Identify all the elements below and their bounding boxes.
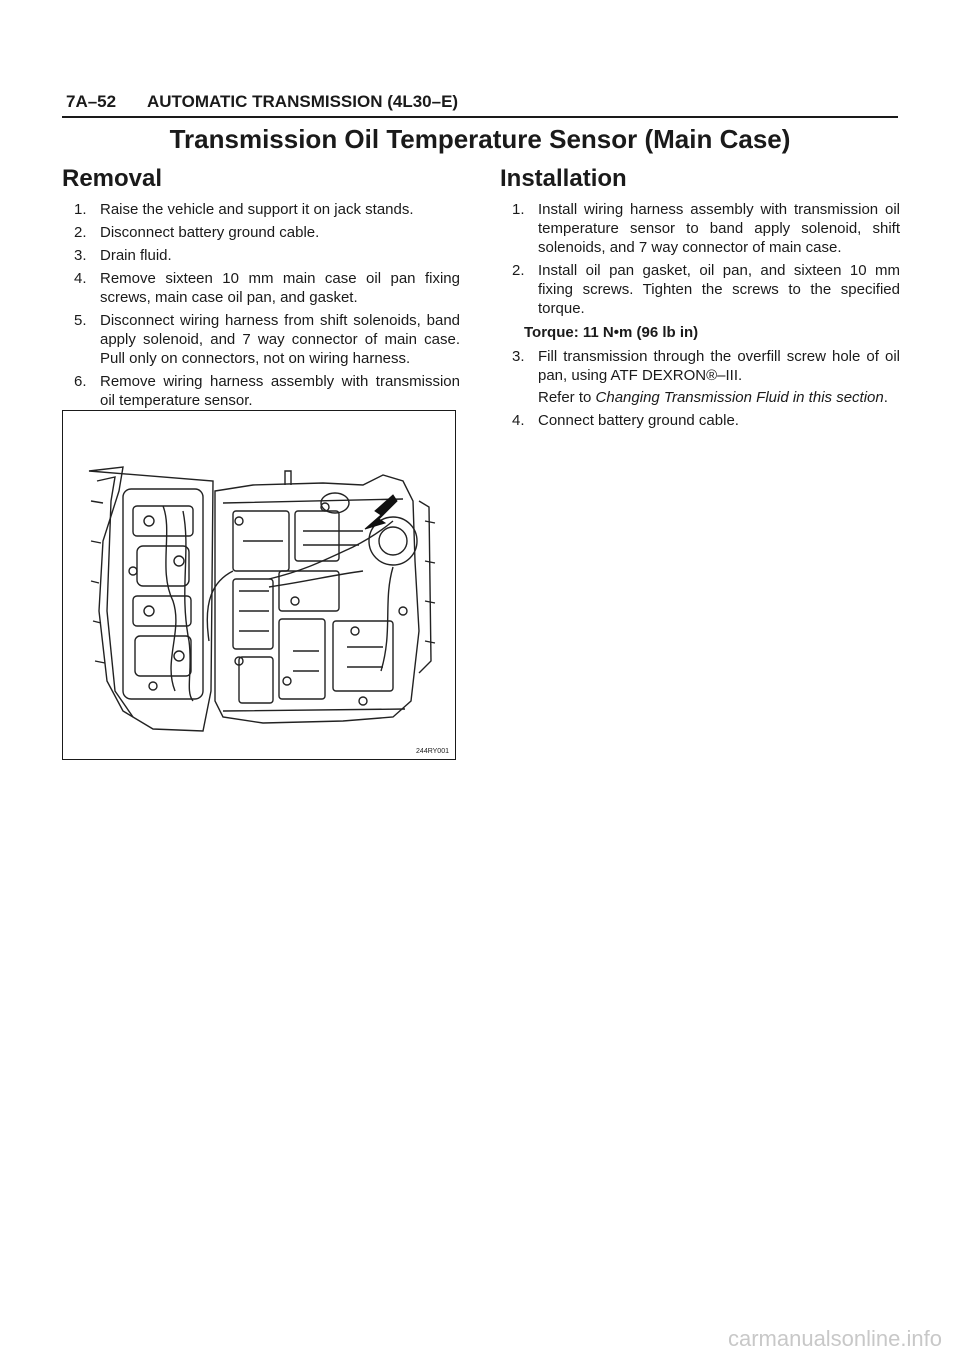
refer-suffix: .: [883, 389, 888, 406]
step-number: 4.: [74, 270, 87, 287]
removal-steps: [62, 200, 460, 410]
removal-step-1: [74, 200, 460, 219]
removal-column: [62, 165, 460, 414]
step-text: Connect battery ground cable.: [538, 412, 739, 429]
step-number: 4.: [512, 412, 525, 429]
page-number: 7A–52: [66, 92, 117, 111]
step-number: 3.: [74, 247, 87, 264]
step-text: Install wiring harness assembly with transmission oil temperature sensor to band apply solenoid, shift solenoids, and 7 way connector of main case.: [538, 201, 900, 256]
removal-heading: Removal: [62, 165, 163, 192]
removal-step-5: [74, 311, 460, 368]
page-header: [62, 86, 898, 118]
installation-heading: Installation: [500, 165, 627, 192]
figure-code: 244RY001: [416, 748, 449, 755]
installation-step-1: [512, 200, 900, 257]
removal-step-4: [74, 269, 460, 307]
step-number: 3.: [512, 348, 525, 365]
watermark: carmanualsonline.info: [727, 1326, 942, 1351]
torque-spec: Torque: 11 N•m (96 lb in): [524, 324, 699, 341]
refer-note: [538, 388, 900, 407]
installation-steps-continued: [500, 347, 900, 430]
valve-body-illustration: [63, 411, 455, 759]
removal-step-2: [74, 223, 460, 242]
installation-step-4: [512, 411, 900, 430]
installation-column: [500, 165, 900, 434]
removal-step-3: [74, 246, 460, 265]
installation-step-3: [512, 347, 900, 407]
page-title: Transmission Oil Temperature Sensor (Main Case): [169, 124, 791, 154]
installation-step-2: [512, 261, 900, 318]
step-text: Remove sixteen 10 mm main case oil pan fixing screws, main case oil pan, and gasket.: [100, 270, 460, 306]
step-number: 6.: [74, 373, 87, 390]
step-number: 2.: [512, 262, 525, 279]
step-text: Disconnect wiring harness from shift solenoids, band apply solenoid, and 7 way connector of main case. Pull only on connectors, not on wiring harness.: [100, 312, 460, 367]
step-text: Drain fluid.: [100, 247, 172, 264]
step-text: Remove wiring harness assembly with transmission oil temperature sensor.: [100, 373, 460, 409]
section-title: AUTOMATIC TRANSMISSION (4L30–E): [147, 92, 459, 111]
step-number: 5.: [74, 312, 87, 329]
step-text: Raise the vehicle and support it on jack stands.: [100, 201, 414, 218]
installation-steps: [500, 200, 900, 318]
step-number: 1.: [512, 201, 525, 218]
header-rule: [62, 116, 898, 118]
removal-step-6: [74, 372, 460, 410]
step-text: Disconnect battery ground cable.: [100, 224, 320, 241]
step-text: Install oil pan gasket, oil pan, and sixteen 10 mm fixing screws. Tighten the screws to the specified torque.: [538, 262, 900, 317]
step-text: Fill transmission through the overfill screw hole of oil pan, using ATF DEXRON®–III.: [538, 348, 900, 384]
step-number: 2.: [74, 224, 87, 241]
refer-link: Changing Transmission Fluid in this section: [595, 389, 884, 406]
refer-prefix: Refer to: [538, 389, 596, 406]
step-number: 1.: [74, 201, 87, 218]
transmission-figure: [62, 410, 456, 760]
